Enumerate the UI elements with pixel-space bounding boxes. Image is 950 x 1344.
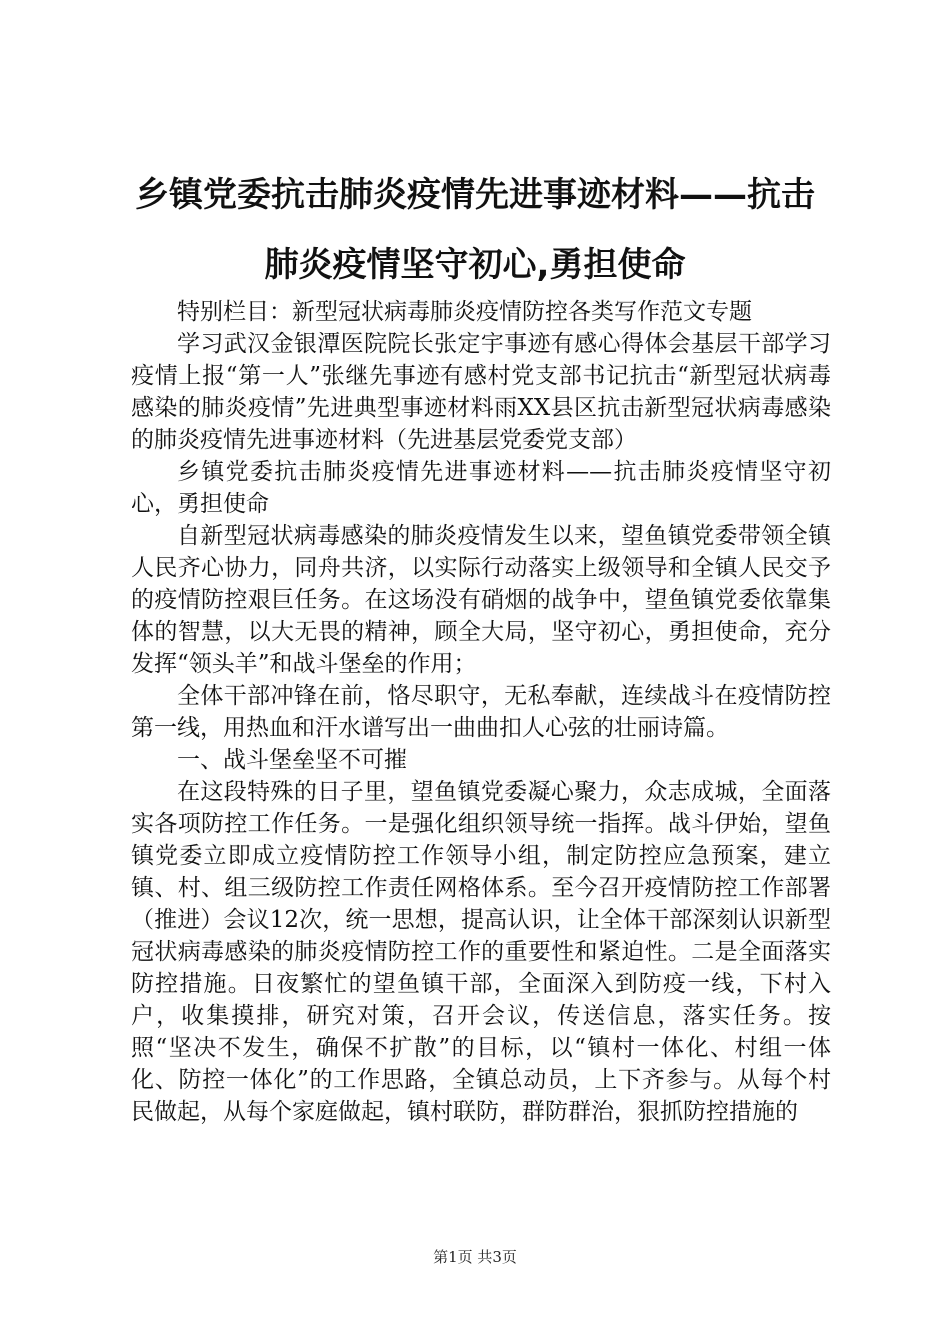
- body-paragraph: 在这段特殊的日子里，望鱼镇党委凝心聚力，众志成城，全面落实各项防控工作任务。一是强化组织领导统一指挥。战斗伊始，望鱼镇党委立即成立疫情防控工作领导小组，制定防控应急预案，建立镇、村、组三级防控工作责任网格体系。至今召开疫情防控工作部署（推进）会议12次，统一思想，提高认识，让全体干部深刻认识新型冠状病毒感染的肺炎疫情防控工作的重要性和紧迫性。二是全面落实防控措施。日夜繁忙的望鱼镇干部，全面深入到防疫一线，下村入户，收集摸排，研究对策，召开会议，传送信息，落实任务。按照“坚决不发生，确保不扩散”的目标，以“镇村一体化、村组一体化、防控一体化”的工作思路，全镇总动员，上下齐参与。从每个村民做起，从每个家庭做起，镇村联防，群防群治，狠抓防控措施的: [131, 779, 831, 1125]
- body-paragraph: 自新型冠状病毒感染的肺炎疫情发生以来，望鱼镇党委带领全镇人民齐心协力，同舟共济，以实际行动落实上级领导和全镇人民交予的疫情防控艰巨任务。在这场没有硝烟的战争中，望鱼镇党委依靠集体的智慧，以大无畏的精神，顾全大局，坚守初心，勇担使命，充分发挥“领头羊”和战斗堡垒的作用；: [131, 523, 831, 677]
- section-heading: 一、战斗堡垒坚不可摧: [177, 747, 407, 773]
- subtitle-paragraph: 乡镇党委抗击肺炎疫情先进事迹材料——抗击肺炎疫情坚守初心，勇担使命: [131, 459, 831, 517]
- document-title: 乡镇党委抗击肺炎疫情先进事迹材料——抗击肺炎疫情坚守初心,勇担使命: [135, 175, 815, 285]
- related-articles-paragraph: 学习武汉金银潭医院院长张定宇事迹有感心得体会基层干部学习疫情上报“第一人”张继先事迹有感村党支部书记抗击“新型冠状病毒感染的肺炎疫情”先进典型事迹材料雨XX县区抗击新型冠状病毒感染的肺炎疫情先进事迹材料（先进基层党委党支部）: [131, 331, 831, 453]
- document-body: [131, 296, 831, 1128]
- page-footer: 第1页 共3页: [433, 1248, 517, 1266]
- special-column-paragraph: 特别栏目：新型冠状病毒肺炎疫情防控各类写作范文专题: [177, 299, 752, 325]
- body-paragraph: 全体干部冲锋在前，恪尽职守，无私奉献，连续战斗在疫情防控第一线，用热血和汗水谱写出一曲曲扣人心弦的壮丽诗篇。: [131, 683, 831, 741]
